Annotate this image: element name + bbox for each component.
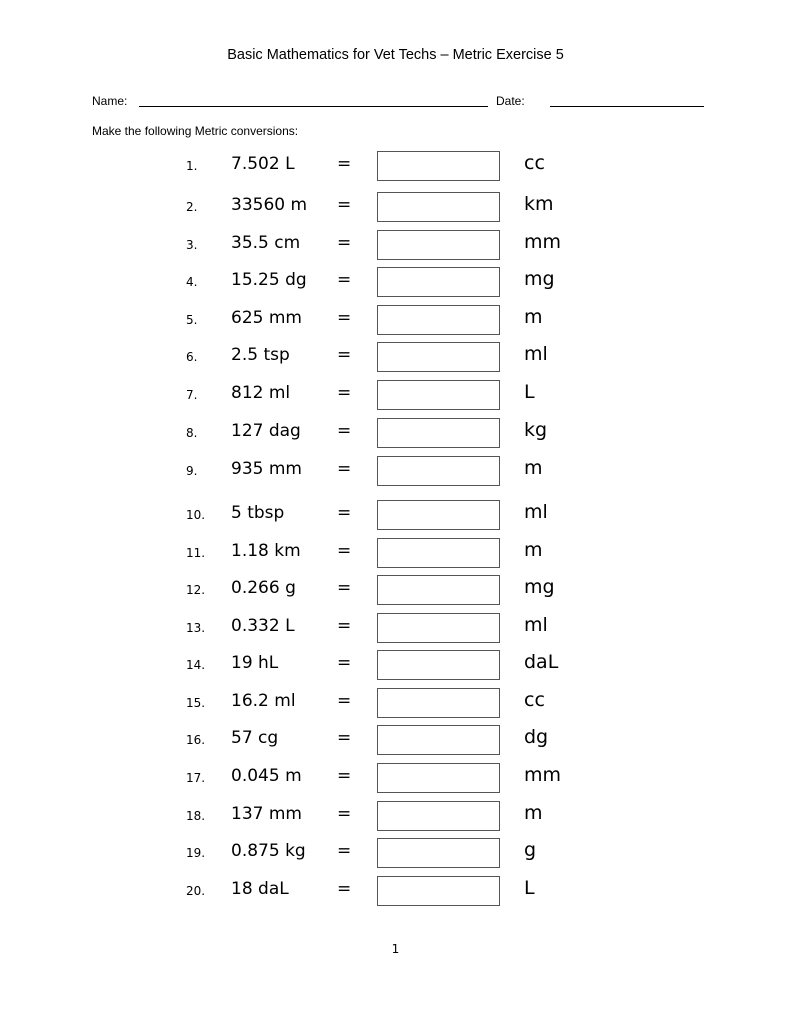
equals-sign: = <box>337 308 352 328</box>
given-quantity: 0.266 g <box>231 578 296 598</box>
answer-box[interactable] <box>377 192 500 222</box>
equals-sign: = <box>337 503 352 523</box>
target-unit: cc <box>524 152 545 174</box>
equals-sign: = <box>337 459 352 479</box>
problem-row <box>0 613 791 643</box>
problem-row <box>0 418 791 448</box>
problem-row <box>0 192 791 222</box>
target-unit: L <box>524 877 535 899</box>
given-quantity: 0.045 m <box>231 766 302 786</box>
given-quantity: 625 mm <box>231 308 302 328</box>
target-unit: mg <box>524 268 555 290</box>
given-quantity: 127 dag <box>231 421 301 441</box>
answer-box[interactable] <box>377 725 500 755</box>
answer-box[interactable] <box>377 151 500 181</box>
page-title: Basic Mathematics for Vet Techs – Metric Exercise 5 <box>227 47 564 63</box>
equals-sign: = <box>337 841 352 861</box>
equals-sign: = <box>337 728 352 748</box>
given-quantity: 137 mm <box>231 804 302 824</box>
given-quantity: 2.5 tsp <box>231 345 290 365</box>
equals-sign: = <box>337 578 352 598</box>
answer-box[interactable] <box>377 456 500 486</box>
date-field[interactable] <box>550 106 704 107</box>
answer-box[interactable] <box>377 538 500 568</box>
problem-row <box>0 763 791 793</box>
equals-sign: = <box>337 383 352 403</box>
page-number: 1 <box>391 942 400 956</box>
date-label: Date: <box>496 94 525 108</box>
target-unit: ml <box>524 343 548 365</box>
problem-row <box>0 267 791 297</box>
answer-box[interactable] <box>377 575 500 605</box>
name-field[interactable] <box>139 106 488 107</box>
target-unit: ml <box>524 614 548 636</box>
problem-row <box>0 342 791 372</box>
target-unit: L <box>524 381 535 403</box>
problem-row <box>0 456 791 486</box>
problem-number: 11. <box>186 546 206 560</box>
target-unit: m <box>524 539 543 561</box>
problem-number: 19. <box>186 846 206 860</box>
problem-number: 3. <box>186 238 198 252</box>
given-quantity: 0.875 kg <box>231 841 306 861</box>
equals-sign: = <box>337 804 352 824</box>
target-unit: mm <box>524 764 562 786</box>
problem-number: 16. <box>186 733 206 747</box>
problem-row <box>0 725 791 755</box>
problem-row <box>0 151 791 181</box>
name-label: Name: <box>92 94 128 108</box>
equals-sign: = <box>337 766 352 786</box>
equals-sign: = <box>337 345 352 365</box>
target-unit: kg <box>524 419 548 441</box>
problem-row <box>0 500 791 530</box>
given-quantity: 0.332 L <box>231 616 295 636</box>
problem-number: 6. <box>186 350 198 364</box>
problem-number: 8. <box>186 426 198 440</box>
problem-number: 9. <box>186 464 198 478</box>
answer-box[interactable] <box>377 838 500 868</box>
given-quantity: 35.5 cm <box>231 233 301 253</box>
target-unit: km <box>524 193 554 215</box>
target-unit: cc <box>524 689 545 711</box>
given-quantity: 19 hL <box>231 653 279 673</box>
equals-sign: = <box>337 195 352 215</box>
equals-sign: = <box>337 691 352 711</box>
problem-number: 15. <box>186 696 206 710</box>
answer-box[interactable] <box>377 267 500 297</box>
given-quantity: 7.502 L <box>231 154 295 174</box>
given-quantity: 16.2 ml <box>231 691 296 711</box>
target-unit: g <box>524 839 537 861</box>
problem-row <box>0 538 791 568</box>
given-quantity: 5 tbsp <box>231 503 285 523</box>
answer-box[interactable] <box>377 230 500 260</box>
target-unit: m <box>524 802 543 824</box>
given-quantity: 33560 m <box>231 195 308 215</box>
problem-number: 14. <box>186 658 206 672</box>
given-quantity: 57 cg <box>231 728 279 748</box>
problem-number: 13. <box>186 621 206 635</box>
equals-sign: = <box>337 421 352 441</box>
problem-row <box>0 230 791 260</box>
problem-number: 2. <box>186 200 198 214</box>
answer-box[interactable] <box>377 418 500 448</box>
target-unit: mm <box>524 231 562 253</box>
given-quantity: 15.25 dg <box>231 270 307 290</box>
problem-number: 1. <box>186 159 198 173</box>
equals-sign: = <box>337 653 352 673</box>
answer-box[interactable] <box>377 876 500 906</box>
problem-row <box>0 688 791 718</box>
equals-sign: = <box>337 270 352 290</box>
equals-sign: = <box>337 233 352 253</box>
problem-number: 10. <box>186 508 206 522</box>
answer-box[interactable] <box>377 380 500 410</box>
equals-sign: = <box>337 879 352 899</box>
answer-box[interactable] <box>377 305 500 335</box>
target-unit: m <box>524 306 543 328</box>
problem-number: 7. <box>186 388 198 402</box>
target-unit: dg <box>524 726 549 748</box>
given-quantity: 935 mm <box>231 459 302 479</box>
answer-box[interactable] <box>377 688 500 718</box>
given-quantity: 1.18 km <box>231 541 301 561</box>
instructions: Make the following Metric conversions: <box>92 124 299 138</box>
answer-box[interactable] <box>377 650 500 680</box>
problem-number: 5. <box>186 313 198 327</box>
equals-sign: = <box>337 616 352 636</box>
answer-box[interactable] <box>377 763 500 793</box>
target-unit: mg <box>524 576 555 598</box>
given-quantity: 18 daL <box>231 879 289 899</box>
target-unit: ml <box>524 501 548 523</box>
given-quantity: 812 ml <box>231 383 291 403</box>
problem-row <box>0 380 791 410</box>
problem-number: 4. <box>186 275 198 289</box>
problem-row <box>0 876 791 906</box>
target-unit: m <box>524 457 543 479</box>
problem-row <box>0 575 791 605</box>
problem-number: 20. <box>186 884 206 898</box>
answer-box[interactable] <box>377 801 500 831</box>
equals-sign: = <box>337 541 352 561</box>
problem-row <box>0 838 791 868</box>
answer-box[interactable] <box>377 342 500 372</box>
problem-number: 17. <box>186 771 206 785</box>
target-unit: daL <box>524 651 559 673</box>
problem-row <box>0 801 791 831</box>
equals-sign: = <box>337 154 352 174</box>
problem-row <box>0 650 791 680</box>
problem-number: 18. <box>186 809 206 823</box>
problem-number: 12. <box>186 583 206 597</box>
answer-box[interactable] <box>377 500 500 530</box>
problem-row <box>0 305 791 335</box>
answer-box[interactable] <box>377 613 500 643</box>
